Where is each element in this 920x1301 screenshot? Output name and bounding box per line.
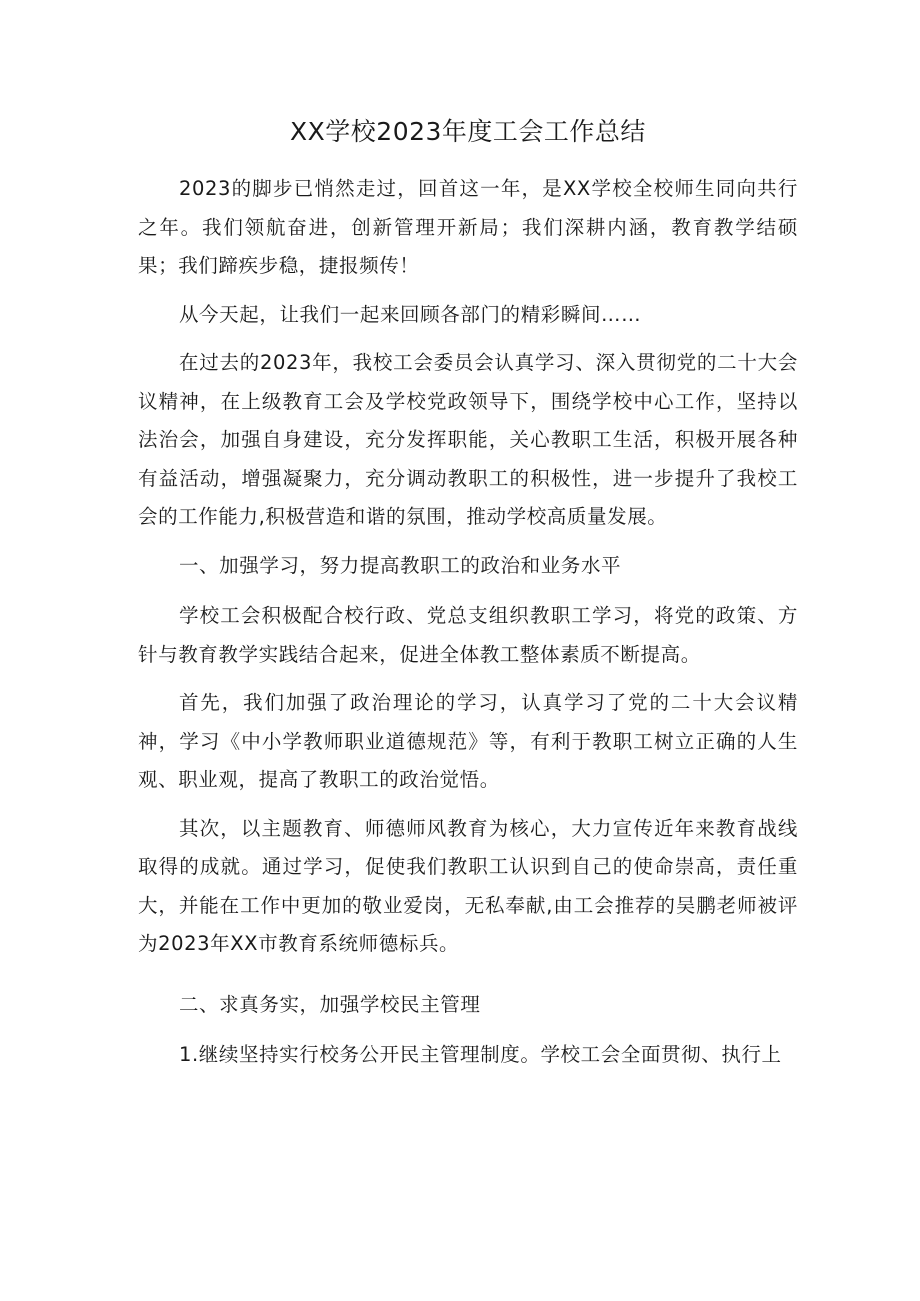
section-1-paragraph-1: 学校工会积极配合校行政、党总支组织教职工学习，将党的政策、方针与教育教学实践结合起来，促进全体教工整体素质不断提高。 [138, 604, 798, 666]
summary-paragraph: 在过去的2023年，我校工会委员会认真学习、深入贯彻党的二十大会议精神，在上级教育工会及学校党政领导下，围绕学校中心工作，坚持以法治会，加强自身建设，充分发挥职能，关心教职工生活，积极开展各种有益活动，增强凝聚力，充分调动教职工的积极性，进一步提升了我校工会的工作能力,积极营造和谐的氛围，推动学校高质量发展。 [138, 351, 798, 528]
review-paragraph: 从今天起，让我们一起来回顾各部门的精彩瞬间…… [178, 302, 642, 326]
section-1-paragraph-2: 首先，我们加强了政治理论的学习，认真学习了党的二十大会议精神，学习《中小学教师职业道德规范》等，有利于教职工树立正确的人生观、职业观，提高了教职工的政治觉悟。 [138, 691, 798, 791]
section-heading-1: 一、加强学习，努力提高教职工的政治和业务水平 [178, 553, 622, 577]
section-heading-2: 二、求真务实，加强学校民主管理 [178, 992, 481, 1016]
section-2-paragraph-1: 1.继续坚持实行校务公开民主管理制度。学校工会全面贯彻、执行上 [178, 1043, 782, 1066]
section-1-paragraph-3: 其次，以主题教育、师德师风教育为核心，大力宣传近年来教育战线取得的成就。通过学习，促使我们教职工认识到自己的使命崇高，责任重大，并能在工作中更加的敬业爱岗，无私奉献,由工会推荐的吴鹏老师被评为2023年XX市教育系统师德标兵。 [138, 816, 798, 955]
document-body [138, 112, 798, 1085]
intro-paragraph: 2023的脚步已悄然走过，回首这一年，是XX学校全校师生同向共行之年。我们领航奋进，创新管理开新局；我们深耕内涵，教育教学结硕果；我们蹄疾步稳，捷报频传！ [138, 177, 798, 277]
document-title: XX学校2023年度工会工作总结 [290, 117, 646, 146]
